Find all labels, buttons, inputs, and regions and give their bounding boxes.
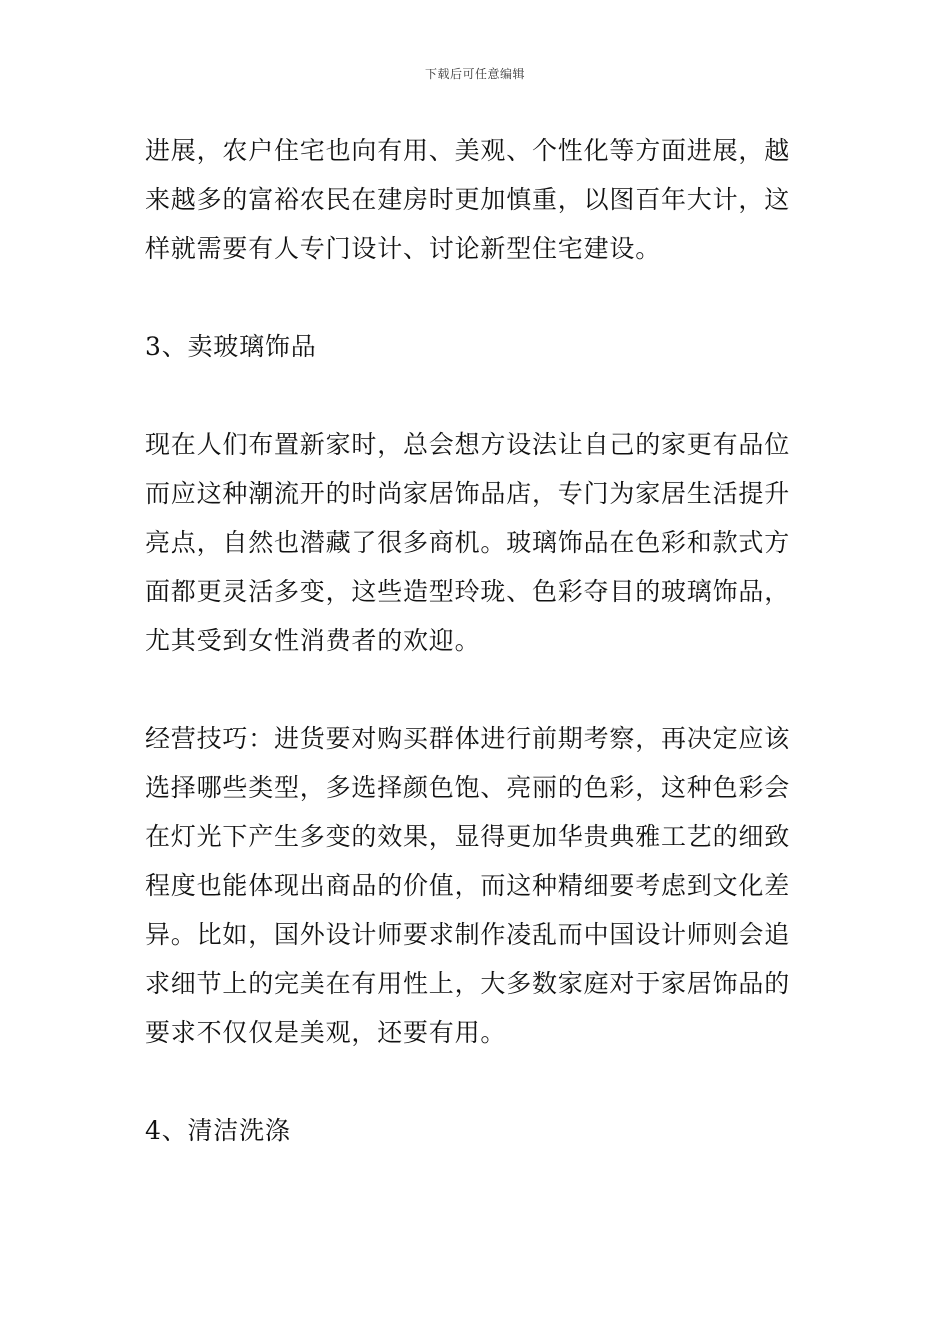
section-heading-glass-ornaments: 3、卖玻璃饰品 [145,332,317,361]
text-line: 经营技巧：进货要对购买群体进行前期考察，再决定应该 [145,724,791,753]
text-line: 选择哪些类型，多选择颜色饱、亮丽的色彩，这种色彩会 [145,773,791,802]
text-line: 现在人们布置新家时，总会想方设法让自己的家更有品位 [145,430,791,459]
text-line: 异。比如，国外设计师要求制作凌乱而中国设计师则会追 [145,920,791,949]
paragraph-gap [145,273,807,322]
text-line: 要求不仅仅是美观，还要有用。 [145,1018,507,1047]
paragraph-gap [145,1057,807,1106]
text-line: 面都更灵活多变，这些造型玲珑、色彩夺目的玻璃饰品， [145,577,791,606]
paragraph-business-tips [145,714,807,1057]
text-line: 尤其受到女性消费者的欢迎。 [145,626,481,655]
text-line: 求细节上的完美在有用性上，大多数家庭对于家居饰品的 [145,969,791,998]
document-body [145,126,807,1155]
text-line: 进展，农户住宅也向有用、美观、个性化等方面进展，越 [145,136,791,165]
text-line: 来越多的富裕农民在建房时更加慎重，以图百年大计，这 [145,185,791,214]
text-line: 在灯光下产生多变的效果，显得更加华贵典雅工艺的细致 [145,822,791,851]
text-line: 样就需要有人专门设计、讨论新型住宅建设。 [145,234,662,263]
text-line: 而应这种潮流开的时尚家居饰品店，专门为家居生活提升 [145,479,791,508]
paragraph-gap [145,665,807,714]
paragraph-glass-ornaments [145,420,807,665]
section-heading-cleaning: 4、清洁洗涤 [145,1116,291,1145]
paragraph-housing-design [145,126,807,273]
header-note: 下载后可任意编辑 [424,67,525,81]
text-line: 亮点，自然也潜藏了很多商机。玻璃饰品在色彩和款式方 [145,528,791,557]
text-line: 程度也能体现出商品的价值，而这种精细要考虑到文化差 [145,871,791,900]
paragraph-gap [145,371,807,420]
